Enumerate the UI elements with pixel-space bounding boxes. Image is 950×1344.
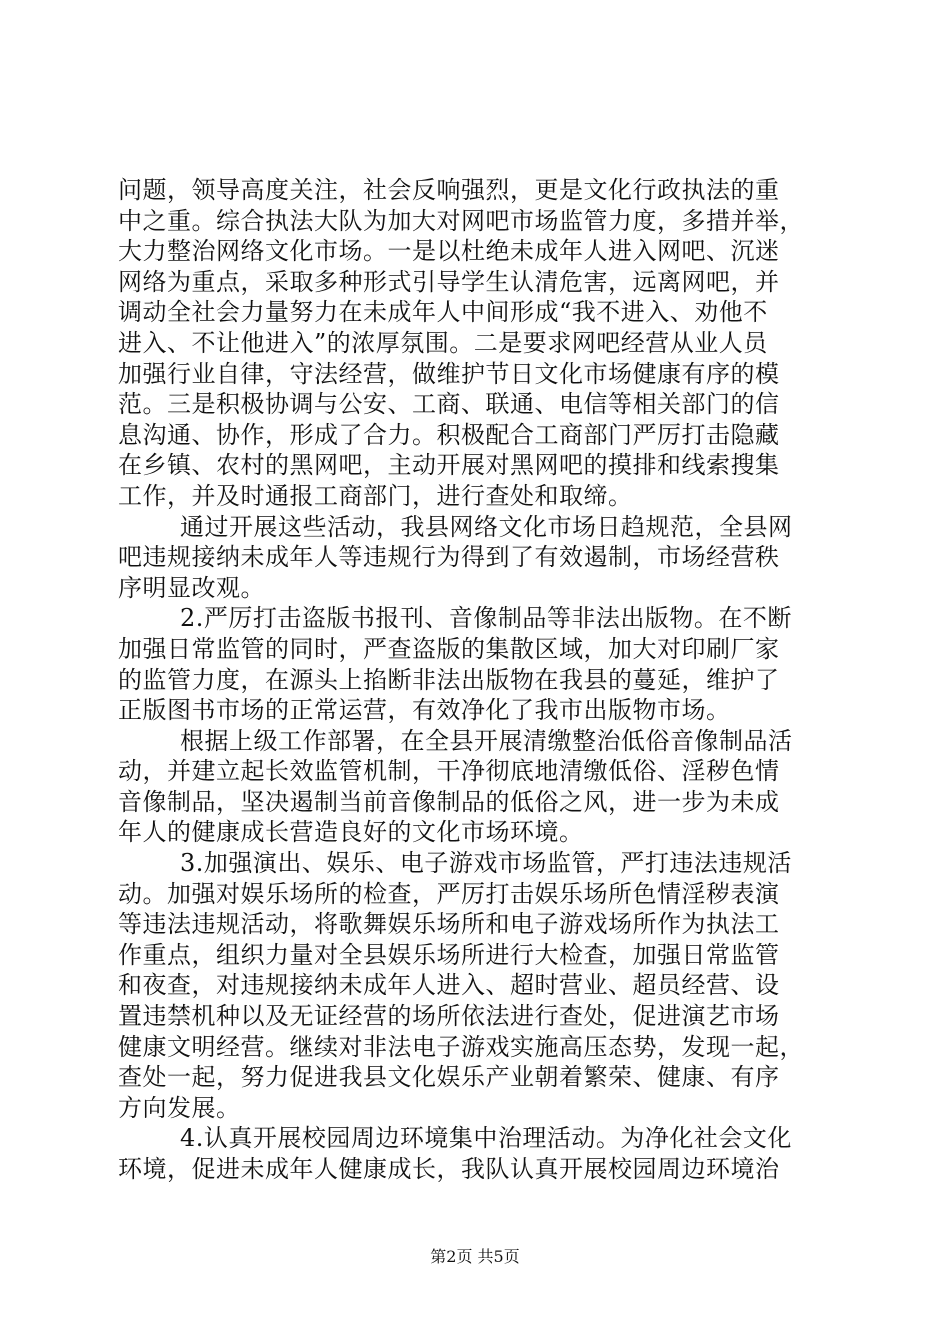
body-line: 的监管力度，在源头上掐断非法出版物在我县的蔓延，维护了 [118,665,780,694]
paragraph-start-line: 通过开展这些活动，我县网络文化市场日趋规范，全县网 [180,512,793,541]
body-line: 吧违规接纳未成年人等违规行为得到了有效遏制，市场经营秩 [118,543,780,572]
body-line: 查处一起，努力促进我县文化娱乐产业朝着繁荣、健康、有序 [118,1063,780,1092]
body-line: 置违禁机种以及无证经营的场所依法进行查处，促进演艺市场 [118,1002,780,1031]
paragraph-start-line: 2.严厉打击盗版书报刊、音像制品等非法出版物。在不断 [180,604,792,633]
document-body [118,175,834,1185]
body-line: 正版图书市场的正常运营，有效净化了我市出版物市场。 [118,696,731,725]
body-line: 网络为重点，采取多种形式引导学生认清危害，远离网吧，并 [118,267,780,296]
body-line: 方向发展。 [118,1093,241,1122]
body-line: 作重点，组织力量对全县娱乐场所进行大检查，加强日常监管 [118,940,780,969]
body-line: 在乡镇、农村的黑网吧，主动开展对黑网吧的摸排和线索搜集 [118,451,780,480]
body-line: 问题，领导高度关注，社会反响强烈，更是文化行政执法的重 [118,176,780,204]
body-line: 进入、不让他进入”的浓厚氛围。二是要求网吧经营从业人员 [118,328,768,357]
body-line: 息沟通、协作，形成了合力。积极配合工商部门严厉打击隐藏 [118,420,780,449]
body-line: 动，并建立起长效监管机制，干净彻底地清缴低俗、淫秽色情 [118,757,780,786]
body-line: 年人的健康成长营造良好的文化市场环境。 [118,818,584,847]
body-line: 动。加强对娱乐场所的检查，严厉打击娱乐场所色情淫秽表演 [118,879,780,908]
body-line: 和夜查，对违规接纳未成年人进入、超时营业、超员经营、设 [118,971,780,1000]
paragraph-start-line: 根据上级工作部署，在全县开展清缴整治低俗音像制品活 [180,726,793,755]
body-line: 大力整治网络文化市场。一是以杜绝未成年人进入网吧、沉迷 [118,237,780,266]
body-line: 音像制品，坚决遏制当前音像制品的低俗之风，进一步为未成 [118,787,780,816]
body-line: 工作，并及时通报工商部门，进行查处和取缔。 [118,481,633,510]
body-line: 范。三是积极协调与公安、工商、联通、电信等相关部门的信 [118,390,780,419]
body-line: 中之重。综合执法大队为加大对网吧市场监管力度，多措并举， [118,206,804,235]
paragraph-start-line: 3.加强演出、娱乐、电子游戏市场监管，严打违法违规活 [180,849,792,878]
body-line: 序明显改观。 [118,573,265,602]
body-line: 环境，促进未成年人健康成长，我队认真开展校园周边环境治 [118,1155,780,1183]
body-line: 等违法违规活动，将歌舞娱乐场所和电子游戏场所作为执法工 [118,910,780,939]
body-line: 调动全社会力量努力在未成年人中间形成“我不进入、劝他不 [118,298,768,327]
body-line: 加强日常监管的同时，严查盗版的集散区域，加大对印刷厂家 [118,634,780,663]
body-line: 健康文明经营。继续对非法电子游戏实施高压态势，发现一起， [118,1032,804,1061]
page-number-footer: 第2页 共5页 [430,1247,520,1266]
paragraph-start-line: 4.认真开展校园周边环境集中治理活动。为净化社会文化 [180,1124,792,1153]
body-line: 加强行业自律，守法经营，做维护节日文化市场健康有序的模 [118,359,780,388]
